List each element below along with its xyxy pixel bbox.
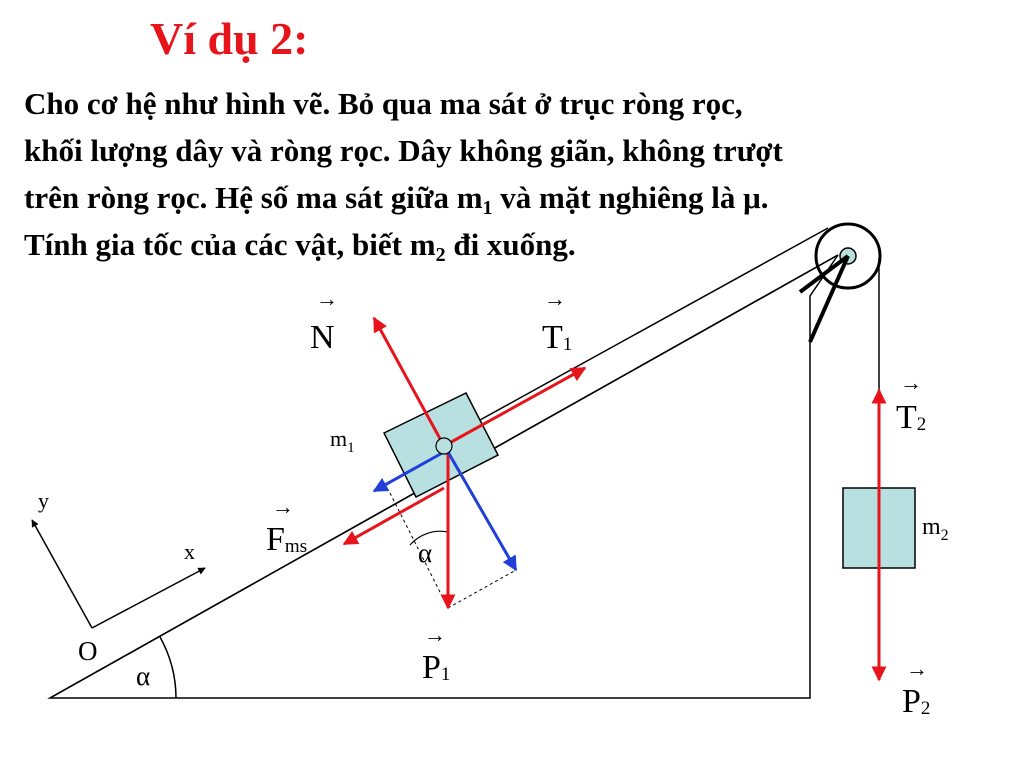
vector-arrow-T1: →: [544, 286, 566, 311]
label-P1-main: P: [422, 649, 441, 686]
axis-y: [32, 520, 92, 628]
problem-line-2: khối lượng dây và ròng rọc. Dây không giãn, không trượt: [24, 133, 783, 168]
label-T2: [896, 399, 926, 436]
problem-line-3-subscript: 1: [482, 197, 493, 219]
axis-x: [92, 568, 205, 628]
vector-arrow-T2: →: [900, 370, 922, 395]
label-T1: [542, 319, 572, 356]
label-Fms: [266, 521, 307, 558]
force-Fms: [344, 488, 444, 544]
problem-line-4-text-a: Tính gia tốc của các vật, biết m: [24, 227, 436, 262]
problem-line-1: Cho cơ hệ như hình vẽ. Bỏ qua ma sát ở trục ròng rọc,: [24, 86, 743, 121]
label-Fms-main: F: [266, 521, 285, 558]
vector-arrow-Fms: →: [272, 494, 294, 519]
rope-incline: [480, 228, 828, 420]
vector-arrow-N: →: [316, 286, 338, 311]
label-m1: [330, 426, 355, 456]
problem-line-4-subscript: 2: [435, 244, 446, 266]
vector-arrow-P2: →: [906, 656, 928, 681]
component-perpendicular: [448, 452, 516, 570]
label-T1-sub: 1: [562, 334, 573, 355]
label-axis-y: y: [38, 488, 49, 513]
label-axis-x: x: [184, 539, 195, 564]
label-P1: [422, 649, 450, 686]
label-m2: [922, 514, 949, 544]
label-T2-sub: 2: [916, 414, 927, 435]
label-origin: O: [78, 636, 98, 666]
label-P1-sub: 1: [440, 664, 451, 685]
label-angle-base: α: [136, 661, 151, 691]
m1-center-point: [436, 438, 452, 454]
vector-arrow-P1: →: [424, 622, 446, 647]
label-T2-main: T: [896, 399, 917, 436]
label-P2-main: P: [902, 683, 921, 720]
projection-dashed-2: [448, 570, 516, 608]
label-T1-main: T: [542, 319, 563, 356]
label-Fms-sub: ms: [284, 536, 308, 557]
label-P2: [902, 683, 930, 720]
problem-line-4-text-b: đi xuống.: [445, 227, 576, 262]
label-m2-main: m: [922, 514, 941, 540]
slide-title: Ví dụ 2:: [150, 13, 309, 64]
problem-line-3-text-b: và mặt nghiêng là μ.: [492, 180, 769, 215]
label-m2-sub: 2: [940, 527, 949, 544]
label-N: N: [310, 319, 335, 356]
problem-line-3-text-a: trên ròng rọc. Hệ số ma sát giữa m: [24, 180, 483, 215]
label-m1-sub: 1: [347, 440, 355, 456]
label-m1-main: m: [330, 426, 348, 451]
base-angle-arc: [160, 637, 176, 698]
label-angle-p1: α: [418, 538, 433, 568]
label-P2-sub: 2: [920, 698, 931, 719]
